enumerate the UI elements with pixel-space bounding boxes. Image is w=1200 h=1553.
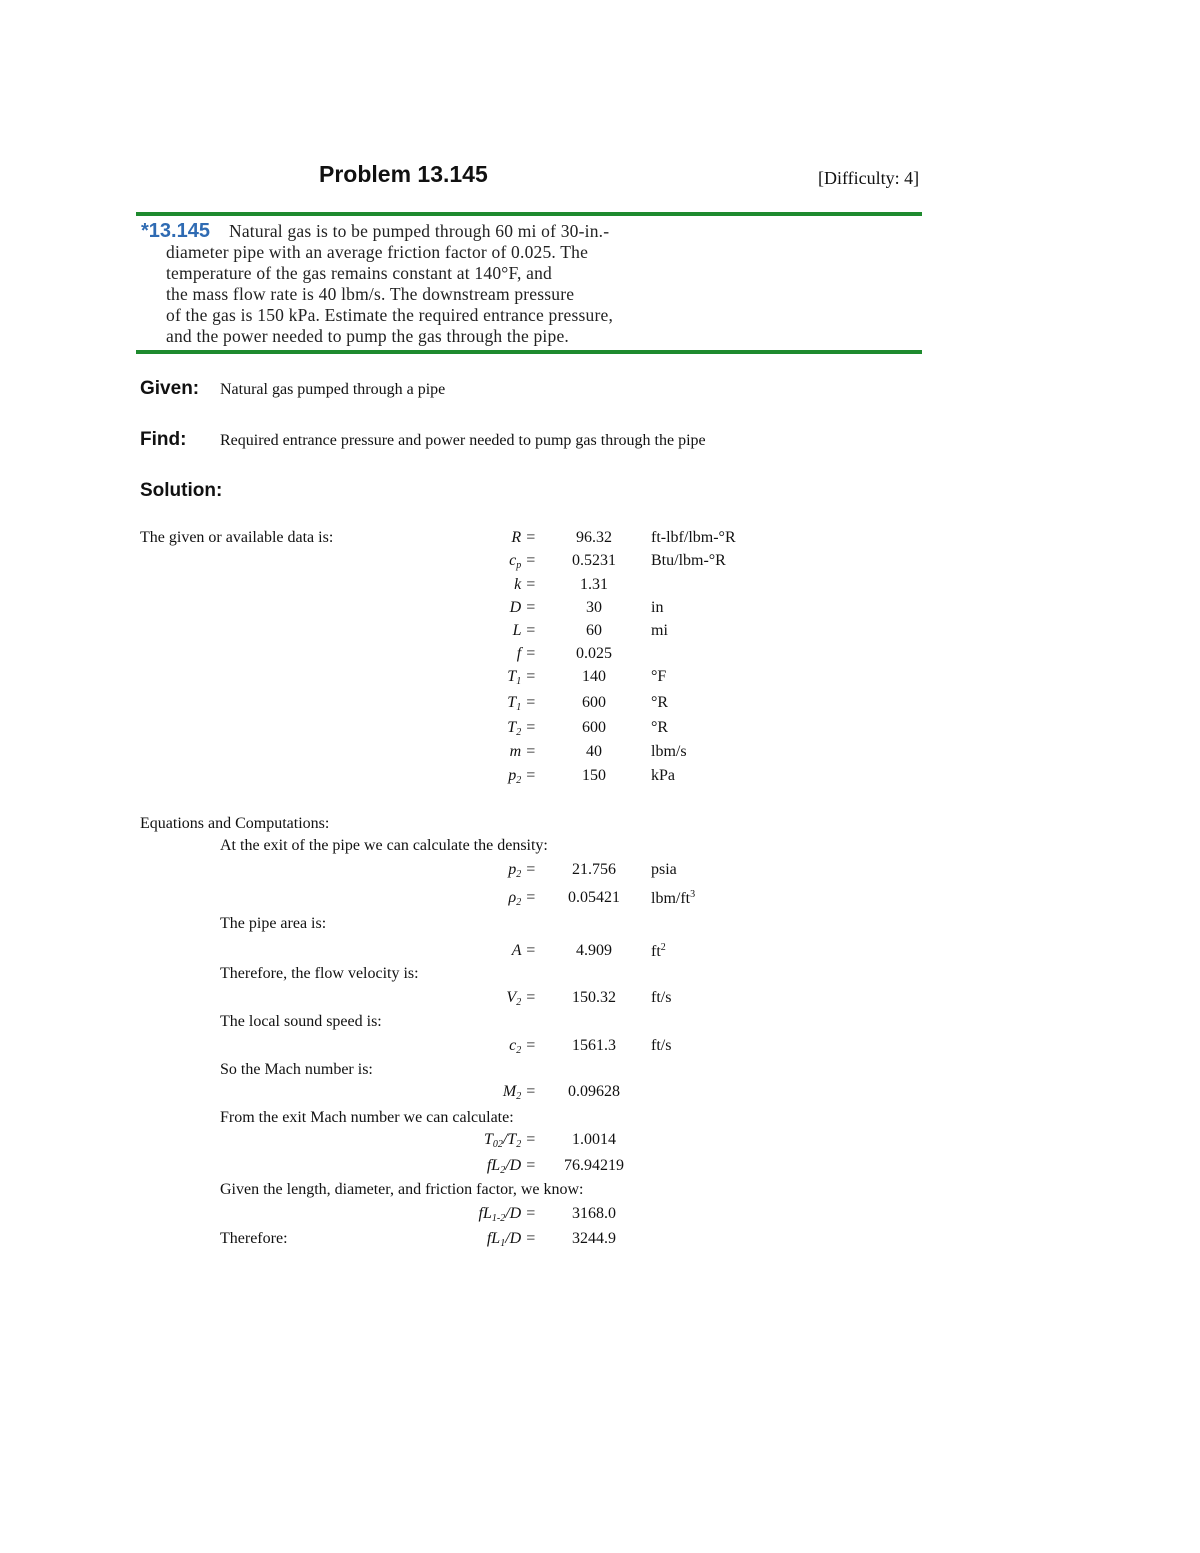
computation-symbol: $M_2$ = [502,1083,536,1102]
note-area: The pipe area is: [220,915,327,932]
data-value: 150 [582,767,606,784]
computation-value: 0.09628 [568,1083,620,1100]
computation-value: 3168.0 [572,1205,616,1222]
data-symbol: k = [514,576,536,593]
computation-value: 0.05421 [568,889,620,906]
note-density: At the exit of the pipe we can calculate the density: [220,837,548,854]
problem-number: *13.145 [141,220,210,242]
computation-value: 150.32 [572,989,616,1006]
data-value: 140 [582,668,606,685]
data-value: 600 [582,694,606,711]
data-symbol: f = [516,645,536,662]
computation-value: 1.0014 [572,1131,616,1148]
data-unit: mi [651,622,668,639]
data-unit: °R [651,719,669,736]
data-unit: °R [651,694,669,711]
computation-value: 4.909 [576,942,612,959]
computation-symbol: $fL_1/D$ = [486,1230,536,1249]
data-unit: in [651,599,664,616]
statement-line: and the power needed to pump the gas through the pipe. [166,326,569,346]
data-value: 0.025 [576,645,612,662]
data-symbol: $p_2$ = [508,767,536,786]
computation-symbol: A = [511,942,536,959]
statement-line: temperature of the gas remains constant at 140°F, and [166,263,553,283]
find-text: Required entrance pressure and power needed to pump gas through the pipe [220,432,706,449]
data-symbol: $T_1$ = [507,694,536,713]
data-value: 30 [586,599,602,616]
note-given-length: Given the length, diameter, and friction factor, we know: [220,1181,584,1198]
data-value: 600 [582,719,606,736]
given-label: Given: [140,378,200,399]
note-exit: From the exit Mach number we can calculate: [220,1109,514,1126]
data-unit: °F [651,668,667,685]
computation-value: 76.94219 [564,1157,624,1174]
data-unit: lbm/s [651,743,687,760]
computation-symbol: $p_2$ = [508,861,536,880]
computation-value: 3244.9 [572,1230,616,1247]
statement-line: diameter pipe with an average friction factor of 0.025. The [166,242,589,262]
data-value: 96.32 [576,529,612,546]
computation-symbol: $fL_2/D$ = [486,1157,536,1176]
data-symbol: $c_p$ = [509,552,536,571]
data-value: 60 [586,622,602,639]
data-unit: Btu/lbm-°R [651,552,726,569]
data-value: 1.31 [580,576,608,593]
data-symbol: m = [509,743,536,760]
computation-symbol: $\rho_2$ = [508,889,536,908]
note-sound: The local sound speed is: [220,1013,382,1030]
computation-value: 1561.3 [572,1037,616,1054]
computation-unit: ft/s [651,989,672,1006]
computation-symbol: $fL_{1-2}/D$ = [478,1205,536,1224]
computation-unit: ft/s [651,1037,672,1054]
data-value: 40 [586,743,602,760]
computation-unit: lbm/$ft^3$ [651,889,696,907]
difficulty-label: [Difficulty: 4] [818,168,920,188]
find-label: Find: [140,429,187,450]
note-therefore: Therefore: [220,1230,288,1247]
top-green-rule [136,212,922,216]
page-title: Problem 13.145 [319,161,488,187]
data-symbol: D = [509,599,536,616]
data-unit: kPa [651,767,675,784]
computation-unit: psia [651,861,677,878]
computation-unit: $ft^2$ [651,942,666,960]
data-symbol: L = [512,622,536,639]
data-unit: ft-lbf/lbm-°R [651,529,736,546]
statement-line: the mass flow rate is 40 lbm/s. The downstream pressure [166,284,575,304]
note-mach: So the Mach number is: [220,1061,373,1078]
bottom-green-rule [136,350,922,354]
computation-symbol: $c_2$ = [509,1037,536,1056]
equations-intro: Equations and Computations: [140,815,330,832]
note-velocity: Therefore, the flow velocity is: [220,965,419,982]
computation-symbol: $T_{02}/T_2$ = [483,1131,536,1150]
given-text: Natural gas pumped through a pipe [220,381,446,398]
computation-symbol: $V_2$ = [506,989,536,1008]
data-symbol: R = [511,529,536,546]
data-symbol: $T_2$ = [507,719,536,738]
statement-line: Natural gas is to be pumped through 60 mi of 30-in.- [229,221,610,241]
data-symbol: $T_1$ = [507,668,536,687]
statement-line: of the gas is 150 kPa. Estimate the required entrance pressure, [166,305,614,325]
computation-value: 21.756 [572,861,616,878]
data-intro: The given or available data is: [140,529,334,546]
data-value: 0.5231 [572,552,616,569]
solution-label: Solution: [140,480,223,501]
